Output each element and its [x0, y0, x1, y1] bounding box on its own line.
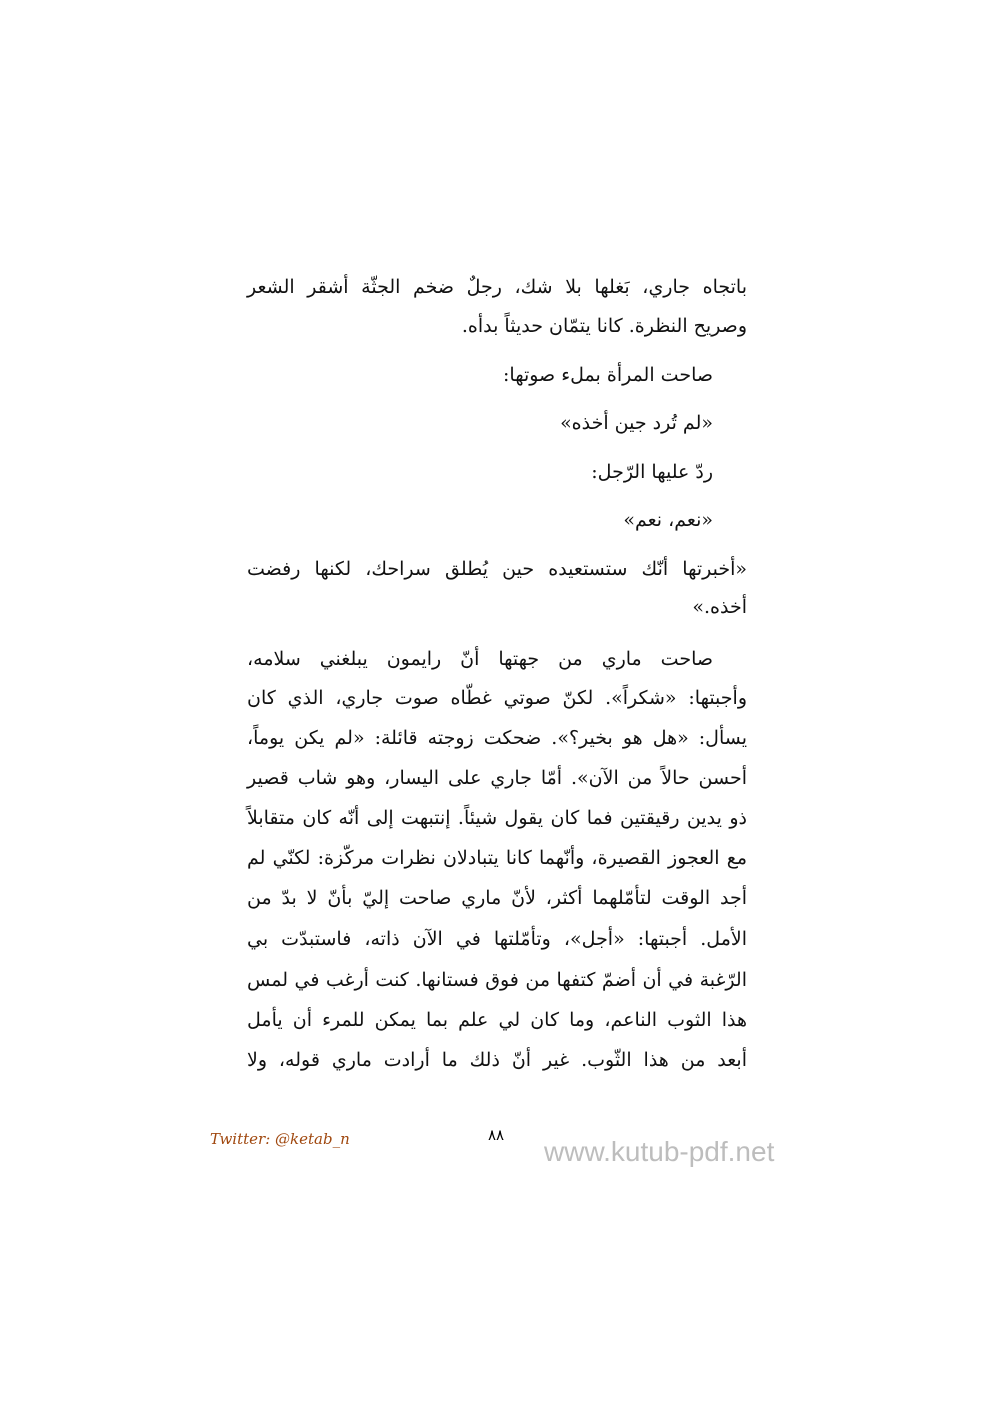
- text-line: ذو يدين رقيقتين فما كان يقول شيئاً. إنتبهت إلى أنّه كان متقابلاً: [247, 807, 747, 829]
- page-number: ٨٨: [488, 1126, 505, 1144]
- text-line: أخذه.»: [692, 596, 747, 618]
- text-line: ردّ عليها الرّجل:: [591, 461, 713, 483]
- text-line: صاحت المرأة بملء صوتها:: [503, 364, 713, 386]
- text-line: «نعم، نعم»: [623, 509, 713, 531]
- text-line: «أخبرتها أنّك ستستعيده حين يُطلق سراحك، لكنها رفضت: [247, 558, 747, 580]
- twitter-handle: Twitter: @ketab_n: [210, 1130, 350, 1148]
- text-line: الرّغبة في أن أضمّ كتفها من فوق فستانها. كنت أرغب في لمس: [247, 969, 747, 991]
- text-line: أجد الوقت لتأمّلهما أكثر، لأنّ ماري صاحت إليّ بأنّ لا بدّ من: [247, 887, 747, 909]
- text-line: صاحت ماري من جهتها أنّ رايمون يبلغني سلامه،: [247, 648, 713, 670]
- text-line: أحسن حالاً من الآن». أمّا جاري على اليسار، وهو شاب قصير: [247, 767, 747, 789]
- text-line: باتجاه جاري، بَغلها بلا شك، رجلٌ ضخم الجثّة أشقر الشعر: [247, 276, 747, 298]
- text-line: وأجبتها: «شكراً». لكنّ صوتي غطّاه صوت جاري، الذي كان: [247, 687, 747, 709]
- text-line: «لم تُرد جين أخذه»: [560, 412, 713, 434]
- text-line: وصريح النظرة. كانا يتمّان حديثاً بدأه.: [461, 315, 747, 337]
- text-line: يسأل: «هل هو بخير؟». ضحكت زوجته قائلة: «لم يكن يوماً،: [247, 727, 747, 749]
- text-line: مع العجوز القصيرة، وأنّهما كانا يتبادلان نظرات مركّزة: لكنّي لم: [247, 847, 747, 869]
- text-line: الأمل. أجبتها: «أجل»، وتأمّلتها في الآن ذاته، فاستبدّت بي: [247, 928, 747, 950]
- watermark-url: www.kutub-pdf.net: [544, 1136, 775, 1167]
- text-line: أبعد من هذا الثّوب. غير أنّ ذلك ما أرادت ماري قوله، ولا: [247, 1049, 747, 1071]
- text-line: هذا الثوب الناعم، وما كان لي علم بما يمكن للمرء أن يأمل: [247, 1009, 747, 1031]
